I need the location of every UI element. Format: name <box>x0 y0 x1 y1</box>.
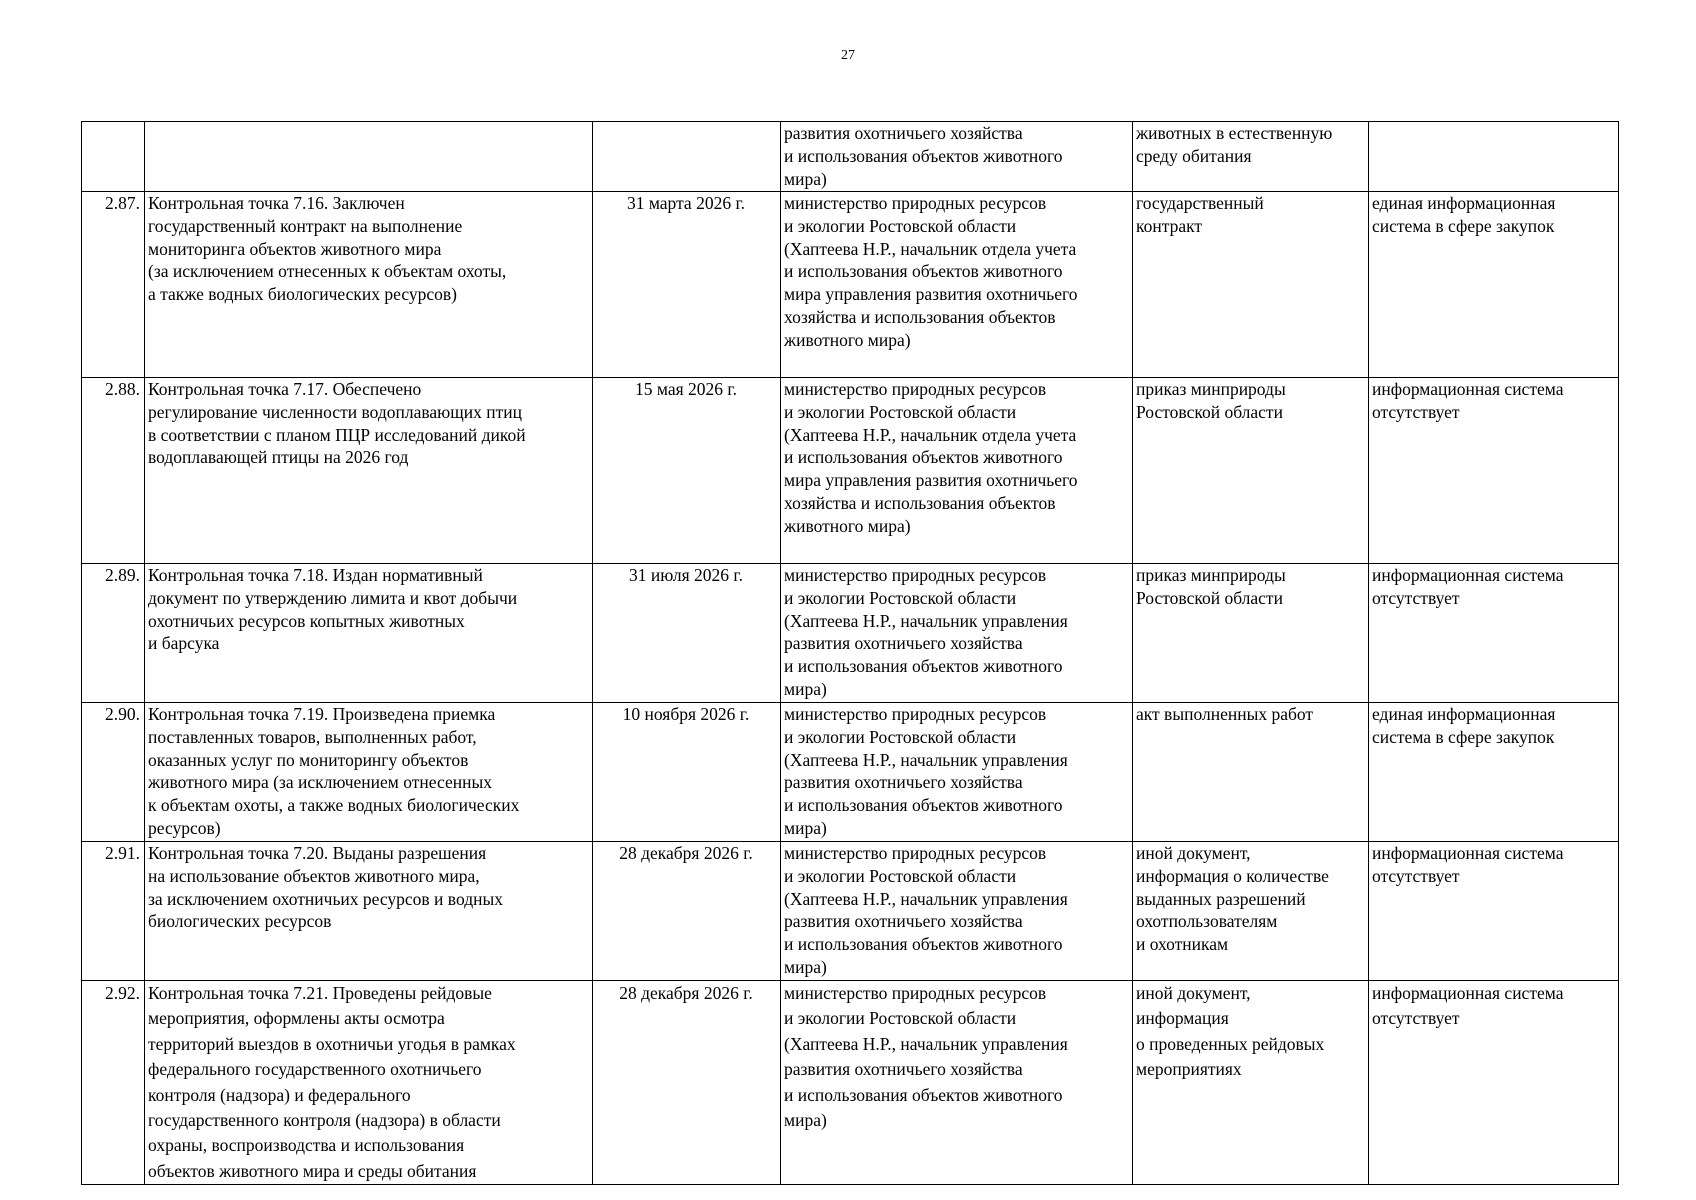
cell-system: единая информационная система в сфере закупок <box>1369 192 1619 378</box>
page-number: 27 <box>841 48 855 63</box>
cell-date: 28 декабря 2026 г. <box>593 842 781 981</box>
cell-document: приказ минприроды Ростовской области <box>1133 378 1369 564</box>
cell-event: Контрольная точка 7.21. Проведены рейдовые мероприятия, оформлены акты осмотра территорий выездов в охотничьи угодья в рамках федерального государственного охотничьего контроля (надзора) и федерального государственного контроля (надзора) в области охраны, воспроизводства и использования объектов животного мира и среды обитания <box>145 981 593 1185</box>
cell-system: информационная система отсутствует <box>1369 564 1619 703</box>
cell-document: государственный контракт <box>1133 192 1369 378</box>
cell-num: 2.87. <box>82 192 145 378</box>
cell-system: единая информационная система в сфере закупок <box>1369 703 1619 842</box>
cell-responsible: министерство природных ресурсов и экологии Ростовской области (Хаптеева Н.Р., начальник отдела учета и использования объектов животного мира управления развития охотничьего хозяйства и использования объектов животного мира) <box>781 192 1133 378</box>
cell-num: 2.91. <box>82 842 145 981</box>
cell-document: акт выполненных работ <box>1133 703 1369 842</box>
cell-date: 28 декабря 2026 г. <box>593 981 781 1185</box>
cell-num: 2.89. <box>82 564 145 703</box>
table-row <box>82 378 1619 564</box>
table-row <box>82 842 1619 981</box>
cell-document: иной документ, информация о количестве выданных разрешений охотпользователям и охотникам <box>1133 842 1369 981</box>
cell-event <box>145 122 593 192</box>
table-row-continuation <box>82 122 1619 192</box>
cell-responsible: министерство природных ресурсов и экологии Ростовской области (Хаптеева Н.Р., начальник управления развития охотничьего хозяйства и использования объектов животного мира) <box>781 981 1133 1185</box>
cell-event: Контрольная точка 7.17. Обеспечено регулирование численности водоплавающих птиц в соответствии с планом ПЦР исследований дикой водоплавающей птицы на 2026 год <box>145 378 593 564</box>
cell-num: 2.88. <box>82 378 145 564</box>
table-row <box>82 192 1619 378</box>
table-row <box>82 981 1619 1185</box>
cell-responsible: развития охотничьего хозяйства и использования объектов животного мира) <box>781 122 1133 192</box>
cell-num: 2.92. <box>82 981 145 1185</box>
cell-date: 10 ноября 2026 г. <box>593 703 781 842</box>
cell-date: 31 марта 2026 г. <box>593 192 781 378</box>
cell-date: 15 мая 2026 г. <box>593 378 781 564</box>
control-points-table <box>81 121 1619 1185</box>
cell-num: 2.90. <box>82 703 145 842</box>
cell-responsible: министерство природных ресурсов и экологии Ростовской области (Хаптеева Н.Р., начальник отдела учета и использования объектов животного мира управления развития охотничьего хозяйства и использования объектов животного мира) <box>781 378 1133 564</box>
cell-document: приказ минприроды Ростовской области <box>1133 564 1369 703</box>
cell-system: информационная система отсутствует <box>1369 378 1619 564</box>
cell-system: информационная система отсутствует <box>1369 842 1619 981</box>
cell-document: животных в естественную среду обитания <box>1133 122 1369 192</box>
cell-event: Контрольная точка 7.16. Заключен государственный контракт на выполнение мониторинга объектов животного мира (за исключением отнесенных к объектам охоты, а также водных биологических ресурсов) <box>145 192 593 378</box>
cell-date <box>593 122 781 192</box>
cell-responsible: министерство природных ресурсов и экологии Ростовской области (Хаптеева Н.Р., начальник управления развития охотничьего хозяйства и использования объектов животного мира) <box>781 842 1133 981</box>
cell-event: Контрольная точка 7.19. Произведена приемка поставленных товаров, выполненных работ, оказанных услуг по мониторингу объектов животного мира (за исключением отнесенных к объектам охоты, а также водных биологических ресурсов) <box>145 703 593 842</box>
cell-num <box>82 122 145 192</box>
cell-system: информационная система отсутствует <box>1369 981 1619 1185</box>
table-row <box>82 564 1619 703</box>
cell-date: 31 июля 2026 г. <box>593 564 781 703</box>
cell-responsible: министерство природных ресурсов и экологии Ростовской области (Хаптеева Н.Р., начальник управления развития охотничьего хозяйства и использования объектов животного мира) <box>781 703 1133 842</box>
cell-responsible: министерство природных ресурсов и экологии Ростовской области (Хаптеева Н.Р., начальник управления развития охотничьего хозяйства и использования объектов животного мира) <box>781 564 1133 703</box>
cell-system <box>1369 122 1619 192</box>
cell-event: Контрольная точка 7.18. Издан нормативный документ по утверждению лимита и квот добычи охотничьих ресурсов копытных животных и барсука <box>145 564 593 703</box>
table-row <box>82 703 1619 842</box>
cell-event: Контрольная точка 7.20. Выданы разрешения на использование объектов животного мира, за исключением охотничьих ресурсов и водных биологических ресурсов <box>145 842 593 981</box>
cell-document: иной документ, информация о проведенных рейдовых мероприятиях <box>1133 981 1369 1185</box>
